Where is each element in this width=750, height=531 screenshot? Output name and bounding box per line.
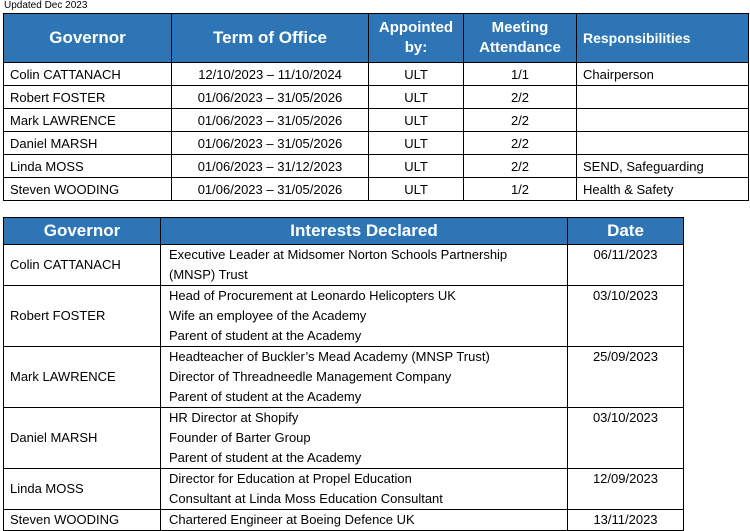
table-row bbox=[4, 286, 684, 347]
declared-date: 13/11/2023 bbox=[568, 510, 684, 531]
declared-date: 25/09/2023 bbox=[568, 347, 684, 408]
interest-line: Headteacher of Buckler’s Mead Academy (MNSP Trust) bbox=[169, 349, 490, 364]
governor-name: Robert FOSTER bbox=[4, 286, 161, 347]
appointed-by: ULT bbox=[369, 109, 464, 132]
appointed-by: ULT bbox=[369, 132, 464, 155]
header-responsibilities: Responsibilities bbox=[577, 14, 749, 63]
meeting-attendance: 1/2 bbox=[464, 178, 577, 201]
term-of-office: 12/10/2023 – 11/10/2024 bbox=[172, 63, 369, 86]
appointed-by: ULT bbox=[369, 155, 464, 178]
declared-date: 06/11/2023 bbox=[568, 245, 684, 286]
responsibilities: SEND, Safeguarding bbox=[577, 155, 749, 178]
header-attendance-line1: Meeting bbox=[491, 19, 549, 36]
declared-date: 03/10/2023 bbox=[568, 408, 684, 469]
governor-name: Robert FOSTER bbox=[4, 86, 172, 109]
responsibilities bbox=[577, 109, 749, 132]
governors-table bbox=[3, 13, 749, 201]
interest-line: Director for Education at Propel Education bbox=[169, 471, 412, 486]
interests-cell bbox=[161, 286, 568, 347]
declared-date: 12/09/2023 bbox=[568, 469, 684, 510]
header-appointed-line2: by: bbox=[404, 39, 428, 56]
header-row bbox=[4, 14, 749, 63]
responsibilities: Health & Safety bbox=[577, 178, 749, 201]
interest-line: Chartered Engineer at Boeing Defence UK bbox=[169, 512, 415, 527]
table-row bbox=[4, 178, 749, 201]
header-governor: Governor bbox=[4, 218, 161, 245]
governor-name: Mark LAWRENCE bbox=[4, 109, 172, 132]
table-row bbox=[4, 408, 684, 469]
interests-cell bbox=[161, 408, 568, 469]
header-attendance-line2: Attendance bbox=[479, 39, 561, 56]
term-of-office: 01/06/2023 – 31/05/2026 bbox=[172, 109, 369, 132]
header-term: Term of Office bbox=[172, 14, 369, 63]
meeting-attendance: 1/1 bbox=[464, 63, 577, 86]
header-date: Date bbox=[568, 218, 684, 245]
meeting-attendance: 2/2 bbox=[464, 155, 577, 178]
table-row bbox=[4, 132, 749, 155]
governor-name: Steven WOODING bbox=[4, 178, 172, 201]
appointed-by: ULT bbox=[369, 63, 464, 86]
interest-line: Parent of student at the Academy bbox=[169, 328, 362, 343]
appointed-by: ULT bbox=[369, 86, 464, 109]
interests-table bbox=[3, 217, 684, 531]
interest-line: Director of Threadneedle Management Company bbox=[169, 369, 452, 384]
responsibilities bbox=[577, 86, 749, 109]
interest-line: Executive Leader at Midsomer Norton Schools Partnership bbox=[169, 247, 508, 262]
governor-name: Steven WOODING bbox=[4, 510, 161, 531]
table-row bbox=[4, 109, 749, 132]
meeting-attendance: 2/2 bbox=[464, 132, 577, 155]
interest-line: (MNSP) Trust bbox=[169, 267, 248, 282]
header-attendance bbox=[464, 14, 577, 63]
declared-date: 03/10/2023 bbox=[568, 286, 684, 347]
meeting-attendance: 2/2 bbox=[464, 86, 577, 109]
responsibilities: Chairperson bbox=[577, 63, 749, 86]
interest-line: Parent of student at the Academy bbox=[169, 389, 362, 404]
responsibilities bbox=[577, 132, 749, 155]
header-interests: Interests Declared bbox=[161, 218, 568, 245]
header-governor: Governor bbox=[4, 14, 172, 63]
table-row bbox=[4, 86, 749, 109]
table-row bbox=[4, 245, 684, 286]
table-row bbox=[4, 510, 684, 531]
governor-name: Linda MOSS bbox=[4, 155, 172, 178]
interest-line: Founder of Barter Group bbox=[169, 430, 311, 445]
interests-cell bbox=[161, 469, 568, 510]
interest-line: HR Director at Shopify bbox=[169, 410, 299, 425]
interests-cell bbox=[161, 510, 568, 531]
governor-name: Colin CATTANACH bbox=[4, 63, 172, 86]
term-of-office: 01/06/2023 – 31/05/2026 bbox=[172, 86, 369, 109]
interests-cell bbox=[161, 245, 568, 286]
table-row bbox=[4, 155, 749, 178]
updated-note: Updated Dec 2023 bbox=[4, 0, 88, 11]
appointed-by: ULT bbox=[369, 178, 464, 201]
governor-name: Daniel MARSH bbox=[4, 408, 161, 469]
header-appointed bbox=[369, 14, 464, 63]
interest-line: Parent of student at the Academy bbox=[169, 450, 362, 465]
header-row bbox=[4, 218, 684, 245]
interest-line: Consultant at Linda Moss Education Consultant bbox=[169, 491, 443, 506]
governor-name: Daniel MARSH bbox=[4, 132, 172, 155]
header-appointed-line1: Appointed bbox=[378, 19, 454, 36]
term-of-office: 01/06/2023 – 31/05/2026 bbox=[172, 178, 369, 201]
governor-name: Colin CATTANACH bbox=[4, 245, 161, 286]
term-of-office: 01/06/2023 – 31/05/2026 bbox=[172, 132, 369, 155]
table-row bbox=[4, 63, 749, 86]
table-row bbox=[4, 469, 684, 510]
governor-name: Linda MOSS bbox=[4, 469, 161, 510]
term-of-office: 01/06/2023 – 31/12/2023 bbox=[172, 155, 369, 178]
governor-name: Mark LAWRENCE bbox=[4, 347, 161, 408]
meeting-attendance: 2/2 bbox=[464, 109, 577, 132]
interest-line: Head of Procurement at Leonardo Helicopters UK bbox=[169, 288, 456, 303]
interest-line: Wife an employee of the Academy bbox=[169, 308, 367, 323]
interests-cell bbox=[161, 347, 568, 408]
table-row bbox=[4, 347, 684, 408]
